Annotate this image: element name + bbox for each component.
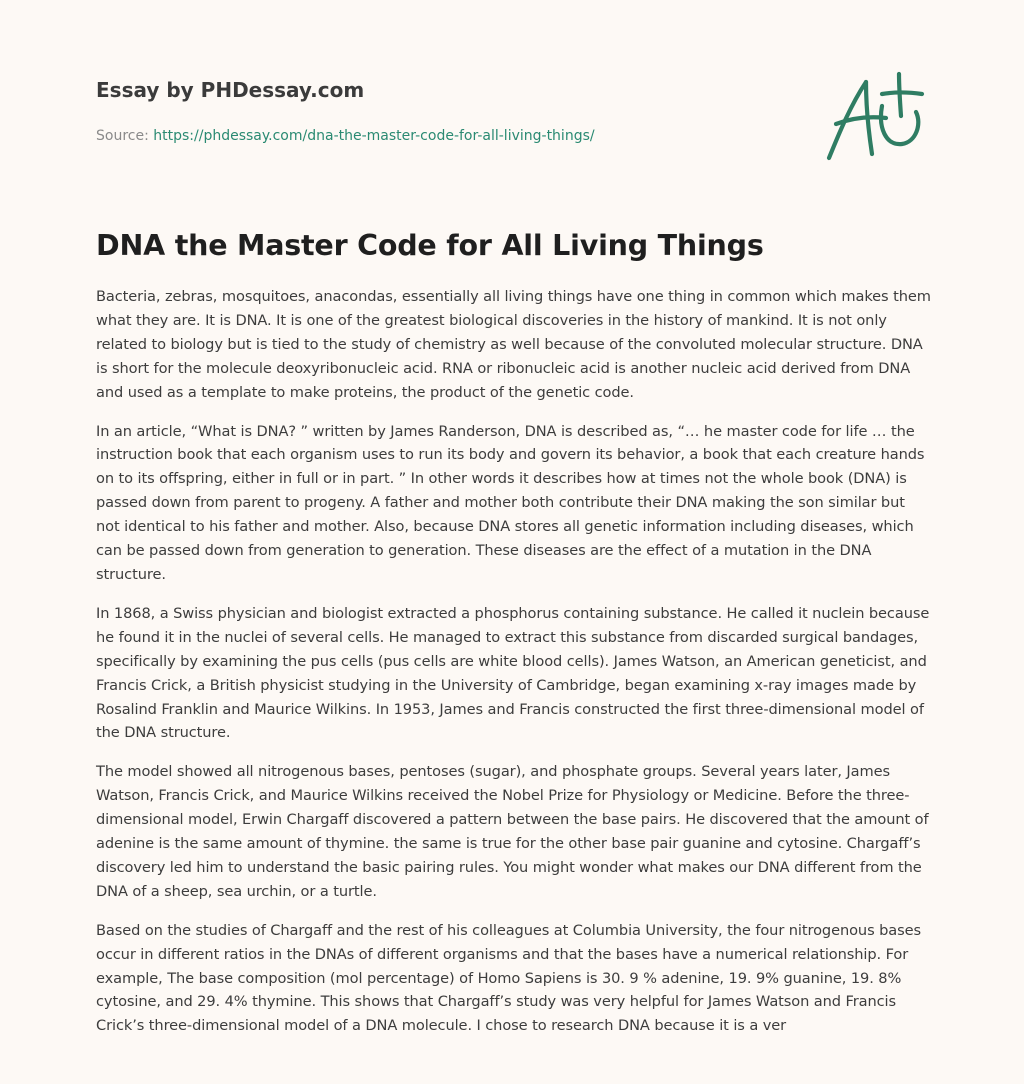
article-paragraph: The model showed all nitrogenous bases, pentoses (sugar), and phosphate groups. Several years later, James Watson, Francis Crick, and Maurice Wilkins received the Nobel Prize for Physiology or Medicine. Before the three-dimensional model, Erwin Chargaff discovered a pattern between the base pairs. He discovered that the amount of adenine is the same amount of thymine. the same is true for the other base pair guanine and cytosine. Chargaff’s discovery led him to understand the basic pairing rules. You might wonder what makes our DNA different from the DNA of a sheep, sea urchin, or a turtle. <box>96 763 929 900</box>
article-paragraph: Bacteria, zebras, mosquitoes, anacondas, essentially all living things have one thing in common which makes them what they are. It is DNA. It is one of the greatest biological discoveries in the history of mankind. It is not only related to biology but is tied to the study of chemistry as well because of the convoluted molecular structure. DNA is short for the molecule deoxyribonucleic acid. RNA or ribonucleic acid is another nucleic acid derived from DNA and used as a template to make proteins, the product of the genetic code. <box>96 288 931 401</box>
a-plus-logo-icon <box>822 66 926 164</box>
page-header <box>96 76 736 146</box>
source-line <box>96 126 736 146</box>
article-body <box>96 285 932 1053</box>
article-title: DNA the Master Code for All Living Things <box>96 229 764 262</box>
article-paragraph: In 1868, a Swiss physician and biologist extracted a phosphorus containing substance. He called it nuclein because he found it in the nuclei of several cells. He managed to extract this substance from discarded surgical bandages, specifically by examining the pus cells (pus cells are white blood cells). James Watson, an American geneticist, and Francis Crick, a British physicist studying in the University of Cambridge, began examining x-ray images made by Rosalind Franklin and Maurice Wilkins. In 1953, James and Francis constructed the first three-dimensional model of the DNA structure. <box>96 604 930 742</box>
article-paragraph: Based on the studies of Chargaff and the rest of his colleagues at Columbia University, the four nitrogenous bases occur in different ratios in the DNAs of different organisms and that the bases have a numerical relationship. For example, The base composition (mol percentage) of Homo Sapiens is 30. 9 % adenine, 19. 9% guanine, 19. 8% cytosine, and 29. 4% thymine. This shows that Chargaff’s study was very helpful for James Watson and Francis Crick’s three-dimensional model of a DNA molecule. I chose to research DNA because it is a ver <box>96 921 922 1035</box>
site-title: Essay by PHDessay.com <box>96 78 365 102</box>
article-paragraph: In an article, “What is DNA? ” written by James Randerson, DNA is described as, “… he master code for life … the instruction book that each organism uses to run its body and govern its behavior, a book that each creature hands on to its offspring, either in full or in part. ” In other words it describes how at times not the whole book (DNA) is passed down from parent to progeny. A father and mother both contribute their DNA making the son similar but not identical to his father and mother. Also, because DNA stores all genetic information including diseases, which can be passed down from generation to generation. These diseases are the effect of a mutation in the DNA structure. <box>96 422 925 583</box>
source-label: Source: <box>96 128 154 144</box>
source-link[interactable]: https://phdessay.com/dna-the-master-code-for-all-living-things/ <box>153 128 595 144</box>
